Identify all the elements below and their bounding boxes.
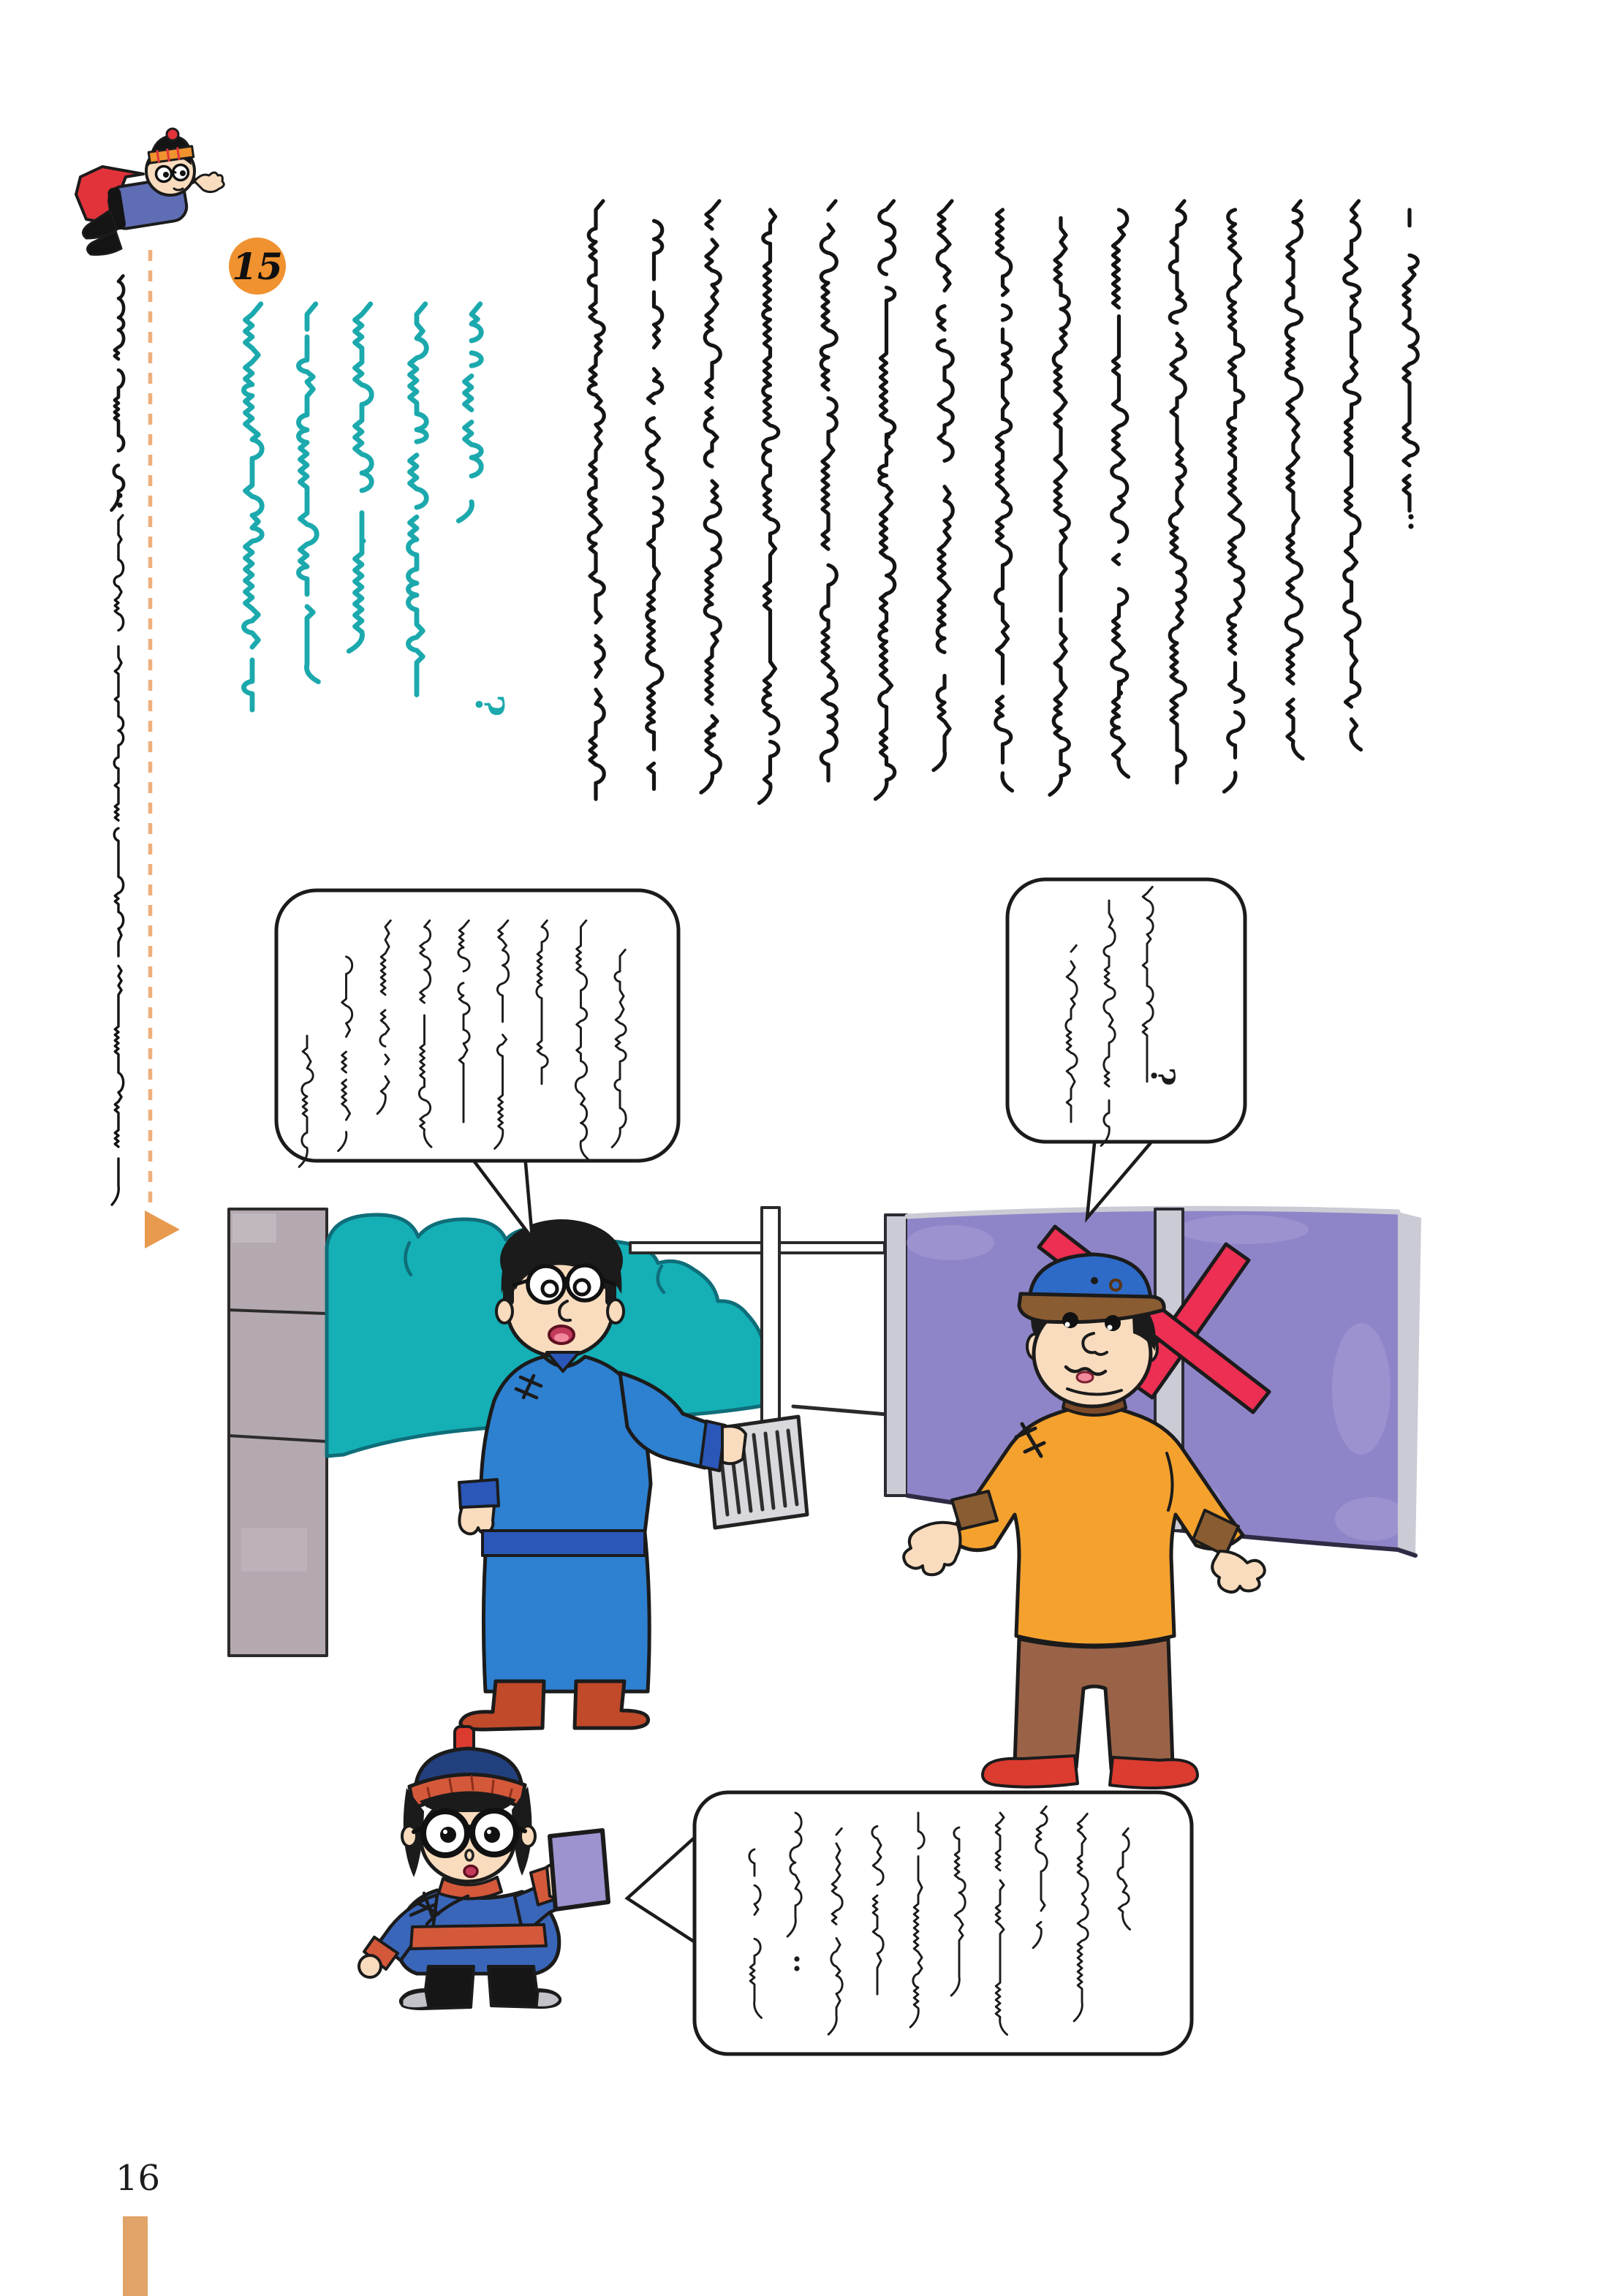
script-column [701,201,720,792]
mouth [464,1866,477,1877]
text-block-sidebar_title [112,276,124,510]
question-mark: ? [1143,1067,1181,1086]
script-dot [885,433,890,439]
ear [496,1300,512,1323]
hand-right [722,1426,746,1463]
script-dot [711,732,716,737]
boot-left [461,1681,544,1729]
speech-bubble-right [1007,879,1245,1218]
child [359,1727,608,2009]
script-column [1344,201,1361,750]
script-column [458,304,481,521]
script-dot [1408,514,1413,519]
script-column [1225,210,1244,792]
script-dot [1408,523,1413,528]
shoe-right [1110,1757,1198,1788]
ear [402,1826,417,1846]
eye [1062,1312,1078,1328]
shoe-left [983,1756,1078,1787]
script-column [349,304,371,651]
text-block-question_teal [243,304,511,717]
script-column [1286,201,1303,759]
sidebar-rule [145,250,180,1249]
script-column [934,201,953,770]
speech-bubble-left [276,890,678,1238]
mascot-hat-knob [167,129,178,140]
script-column [821,201,836,781]
tongue [1077,1372,1093,1382]
hand-right [1212,1551,1265,1592]
footer-bar [123,2216,148,2296]
fence-post [762,1208,779,1427]
script-column [876,201,895,799]
script-dot [360,538,366,543]
grey-wall [229,1209,327,1656]
belt [411,1925,546,1949]
script-column [243,304,262,710]
script-column [996,210,1013,791]
text-block-sidebar_body [112,493,124,1205]
mascot [76,129,224,254]
script-dot [1118,690,1123,695]
wall-edge-left [885,1215,907,1496]
script-dot [794,1956,799,1961]
script-column [298,304,318,682]
mascot-hand [194,173,224,192]
script-dot [794,1966,799,1971]
wall-edge-right [1398,1212,1421,1556]
ear [608,1300,624,1323]
script-column [647,221,662,789]
script-dot [711,722,716,727]
question-mark: ? [466,694,511,717]
fence-rail [630,1243,885,1253]
fence-rail-low [793,1406,888,1414]
script-column [760,210,779,803]
script-column [589,201,604,799]
script-column [1170,201,1185,783]
script-dot [117,493,122,498]
script-column [112,515,124,1205]
page-number: 16 [116,2158,161,2199]
script-dot [1118,681,1123,686]
purple-card [550,1830,608,1909]
hand-left [904,1523,960,1575]
belt [483,1531,645,1556]
text-block-body_main [589,201,1418,803]
cuff-left [459,1479,499,1509]
lesson-badge [229,238,286,295]
fist-left [359,1955,381,1977]
pants [1015,1639,1173,1769]
lesson-number: 15 [232,245,283,288]
script-column [408,304,426,695]
sidebar-arrow-icon [145,1210,180,1249]
script-column [1050,218,1069,795]
cuff-left [952,1491,997,1529]
script-column [1404,210,1418,511]
eye [1105,1315,1121,1331]
speech-bubble-bottom [627,1792,1192,2054]
script-dot [117,502,122,507]
script-column [112,276,124,510]
